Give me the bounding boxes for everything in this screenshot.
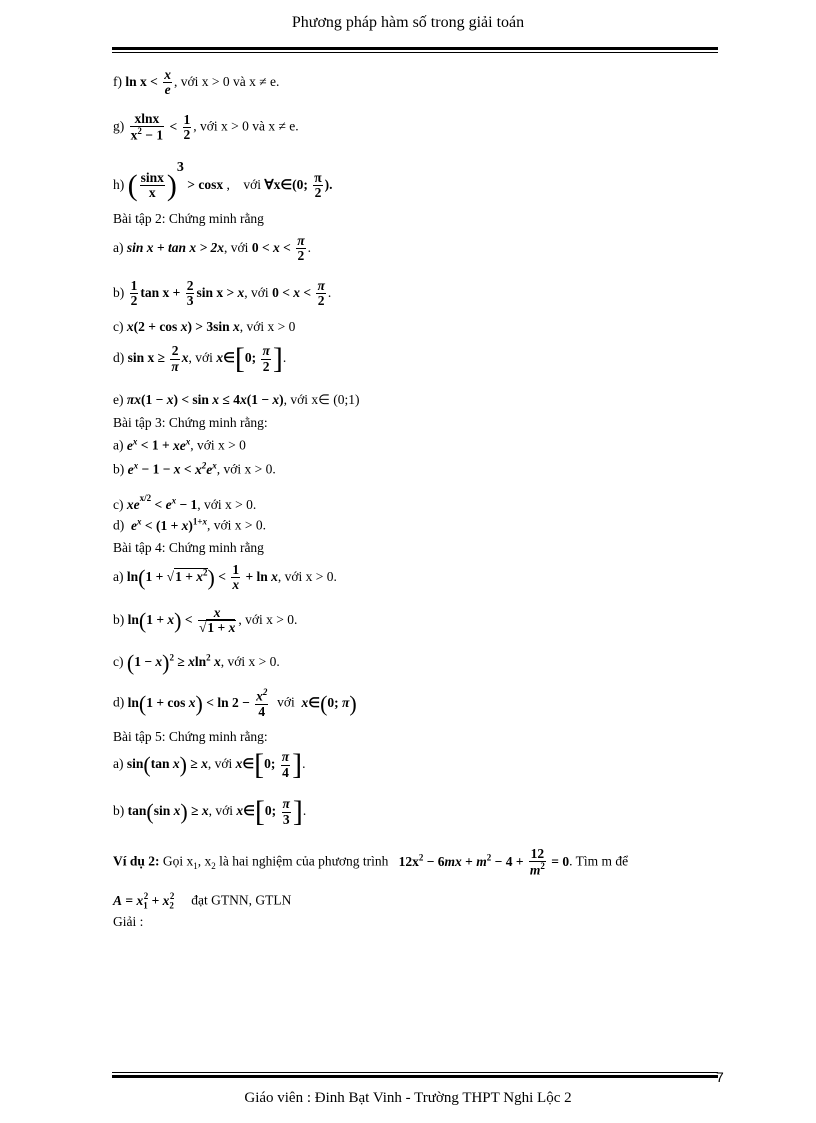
condition: , với: [224, 239, 249, 255]
footer-text: Giáo viên : Đinh Bạt Vinh - Trường THPT Nghi Lộc 2: [244, 1090, 572, 1106]
example-text: . Tìm m để: [569, 853, 629, 869]
formula: $e^x < 1 + xe^x$: [126, 436, 191, 453]
formula: x(2 + cos x) > 3sin x: [126, 319, 240, 334]
exercise-instruction: Chứng minh rằng: [168, 211, 264, 226]
condition: , với x > 0.: [277, 568, 337, 584]
formula: πx(1 − x) < sin x ≤ 4x(1 − x): [126, 392, 284, 407]
item-h: h) ( $\frac{\sin x}{x}$ )$^3$ > cosx , với ∀x∈(0; $\frac{\pi}{2}$ ).: [113, 160, 333, 202]
formula-domain: x∈[0; $\frac{\pi}{3}$ ]: [236, 795, 303, 828]
condition: , với x > 0: [190, 437, 246, 453]
formula: $xe^{x/2} < e^x - 1$: [126, 493, 198, 512]
formula: tan(sin x) ≥ x: [127, 799, 209, 824]
item-label: h): [113, 177, 125, 192]
condition: , với: [188, 350, 213, 366]
header-rule-thick: [112, 47, 718, 50]
condition: , với x > 0.: [220, 654, 280, 670]
equation: $12x^2 - 6mx + m^2 - 4$ + $\frac{12}{m^2}$ = 0: [398, 846, 570, 878]
condition: , với x > 0 và x ≠ e.: [193, 118, 299, 134]
item-bt3d: [113, 516, 266, 534]
item-bt2e: [113, 392, 360, 408]
formula: ln(1 + cos x) < ln 2 − $\frac{x^2}{4}$: [127, 687, 268, 719]
formula-domain: x∈[0; $\frac{\pi}{2}$ ]: [216, 342, 283, 375]
condition: , với x > 0 và x ≠ e.: [173, 73, 280, 89]
exercise-title: Bài tập 5:: [113, 729, 166, 744]
condition: , với: [208, 803, 233, 819]
formula-domain: 0 < x < $\frac{\pi}{2}$: [272, 278, 325, 309]
exercise-title: Bài tập 2:: [113, 211, 166, 226]
formula: sin x + tan x > 2x: [126, 239, 225, 255]
item-bt5a: a) sin(tan x) ≥ x, với x∈[0; $\frac{\pi}{4}$ ].: [113, 748, 306, 781]
example-2: Ví dụ 2: Gọi $x_1$, $x_2$ là hai nghiệm của phương trình $12x^2 - 6mx + m^2 - 4$ + $\frac{12}{m^2}$ = 0. Tìm m để: [113, 846, 629, 878]
formula: $\ln(1 + √1 + x^2)$ < $\frac{1}{x}$ + ln x: [126, 562, 278, 593]
condition: , với x > 0.: [238, 611, 298, 627]
item-bt3c: [113, 493, 256, 513]
item-bt2d: d) sin x ≥ $\frac{2}{\pi}$ x, với x∈[0; $\frac{\pi}{2}$ ].: [113, 342, 287, 375]
item-label: a): [113, 756, 124, 772]
condition: , với x > 0.: [207, 517, 267, 533]
condition: , với x > 0.: [197, 497, 257, 512]
example-target: [113, 891, 291, 910]
formula: $e^x - 1 - x < x^2e^x$: [127, 460, 217, 477]
item-label: e): [113, 392, 124, 407]
item-bt2a: a) sin x + tan x > 2x, với 0 < x < $\frac{\pi}{2}$ .: [113, 233, 311, 264]
footer-rule-thin: [112, 1072, 718, 1073]
formula: $\frac{1}{2}$ tan x + $\frac{2}{3}$ sin x > x: [130, 278, 245, 309]
item-label: b): [113, 284, 125, 300]
item-label: a): [113, 437, 124, 453]
item-label: c): [113, 319, 124, 334]
formula: ln x < $\frac{x}{e}$: [125, 67, 171, 98]
item-label: d): [113, 694, 125, 710]
exercise-5-heading: [113, 729, 268, 745]
exercise-instruction: Chứng minh rằng:: [168, 729, 268, 744]
condition: với: [243, 177, 261, 192]
condition: , với: [244, 284, 269, 300]
item-label: b): [113, 461, 125, 477]
item-bt2b: b) $\frac{1}{2}$ tan x + $\frac{2}{3}$ sin x > x, với 0 < x < $\frac{\pi}{2}$ .: [113, 278, 332, 309]
exercise-instruction: Chứng minh rằng: [168, 540, 264, 555]
item-label: a): [113, 568, 124, 584]
exercise-instruction: Chứng minh rằng:: [168, 415, 268, 430]
item-label: c): [113, 654, 124, 670]
condition: với: [277, 694, 295, 710]
condition: , với x∈ (0;1): [283, 392, 360, 407]
item-bt3a: [113, 436, 246, 454]
formula: sin(tan x) ≥ x: [126, 752, 208, 777]
item-label: b): [113, 611, 125, 627]
example-text: là hai nghiệm của phương trình: [219, 853, 389, 869]
item-label: a): [113, 239, 124, 255]
item-bt3b: [113, 460, 276, 478]
page-header: Phương pháp hàm số trong giải toán: [291, 14, 525, 31]
formula-domain: ∀x∈(0; $\frac{\pi}{2}$ ).: [264, 170, 333, 201]
item-bt4c: [113, 652, 280, 674]
exercise-3-heading: [113, 415, 268, 431]
formula: $\frac{xlnx}{x^2 - 1}$ < $\frac{1}{2}$: [130, 111, 191, 143]
item-f: [113, 68, 279, 97]
formula: $e^x < (1 + x)^{1+x}$: [131, 516, 208, 533]
item-label: b): [113, 803, 125, 819]
exercise-2-heading: [113, 211, 264, 227]
formula: sin x ≥ $\frac{2}{\pi}$ x: [127, 343, 189, 374]
item-bt4d: [113, 688, 357, 719]
target-expression: $A = x_1^2 + x_2^2$: [113, 891, 175, 911]
item-label: f): [113, 73, 122, 89]
exercise-4-heading: [113, 540, 264, 556]
example-title: Ví dụ 2:: [113, 853, 160, 869]
condition: , với x > 0: [239, 319, 296, 334]
item-label: c): [113, 497, 124, 512]
item-bt4a: [113, 563, 337, 592]
exercise-title: Bài tập 4:: [113, 540, 166, 555]
formula: ( $\frac{\sin x}{x}$ )$^3$ > cosx: [127, 160, 224, 202]
formula-domain: x∈(0; π): [301, 690, 357, 716]
item-g: [113, 112, 299, 143]
solution-label: [113, 914, 143, 930]
formula-domain: x∈[0; $\frac{\pi}{4}$ ]: [235, 748, 303, 781]
page-number: 7: [716, 1069, 724, 1085]
solution-text: Giải :: [113, 914, 144, 929]
formula: ln(1 + x) < $\frac{x}{√1 + x}$: [127, 605, 236, 636]
condition: , với: [207, 756, 233, 772]
item-bt5b: b) tan(sin x) ≥ x, với x∈[0; $\frac{\pi}{3}$ ].: [113, 795, 307, 828]
example-text: đạt GTNN, GTLN: [191, 892, 292, 908]
header-rule-thin: [112, 52, 718, 53]
condition: , với x > 0.: [216, 461, 276, 477]
item-label: g): [113, 118, 125, 134]
item-bt2c: [113, 319, 295, 335]
exercise-title: Bài tập 3:: [113, 415, 166, 430]
item-bt4b: [113, 606, 297, 635]
footer-rule-thick: [112, 1075, 718, 1078]
example-text: Gọi x: [162, 853, 194, 869]
formula-domain: 0 < x < $\frac{\pi}{2}$: [251, 233, 305, 264]
item-label: d): [113, 350, 125, 366]
example-text: , x: [197, 853, 212, 869]
formula: $(1 - x)^2 \ge xln^2$ x: [126, 650, 221, 675]
item-label: d): [113, 517, 125, 533]
